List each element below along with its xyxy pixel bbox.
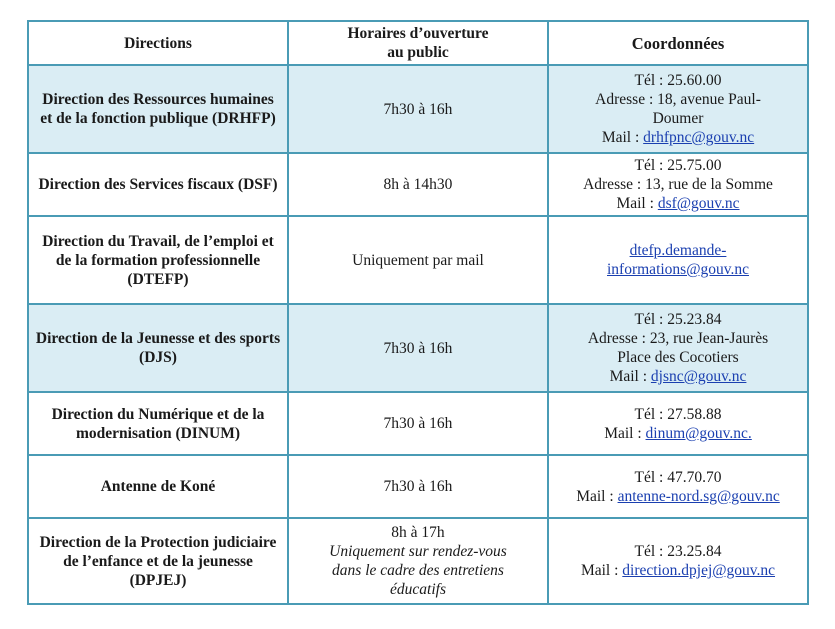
- hours-text: 8h à 17h: [391, 524, 445, 541]
- address-text: Adresse : 23, rue Jean-Jaurès: [587, 330, 769, 347]
- hours-note: Uniquement sur rendez-vous: [329, 543, 507, 560]
- contact-cell: [548, 65, 808, 153]
- directions-table: [27, 20, 809, 605]
- hours-cell: 7h30 à 16h: [288, 65, 548, 153]
- phone-text: Tél : 47.70.70: [634, 468, 722, 486]
- hours-cell: 7h30 à 16h: [288, 455, 548, 518]
- hours-note-cont: dans le cadre des entretiens: [332, 562, 504, 579]
- header-coordonnees: Coordonnées: [548, 21, 808, 65]
- table-row: [28, 518, 808, 604]
- email-link[interactable]: direction.dpjej@gouv.nc: [622, 562, 776, 579]
- table-row: [28, 304, 808, 392]
- mail-label: Mail :: [616, 195, 658, 212]
- email-link[interactable]: antenne-nord.sg@gouv.nc: [617, 487, 780, 505]
- email-link[interactable]: djsnc@gouv.nc: [650, 368, 747, 385]
- address-text: Adresse : 13, rue de la Somme: [583, 176, 773, 193]
- mail-label: Mail :: [601, 129, 644, 146]
- contact-cell: [548, 455, 808, 518]
- hours-cell: 7h30 à 16h: [288, 392, 548, 455]
- table-row: [28, 455, 808, 518]
- header-directions: Directions: [28, 21, 288, 65]
- table-row: [28, 392, 808, 455]
- direction-name: Antenne de Koné: [28, 455, 288, 518]
- contact-cell: [548, 216, 808, 304]
- header-horaires-line2: au public: [387, 44, 449, 61]
- header-horaires-line1: Horaires d’ouverture: [347, 25, 489, 42]
- hours-cell: Uniquement par mail: [288, 216, 548, 304]
- phone-text: Tél : 25.75.00: [634, 157, 722, 174]
- table-row: [28, 216, 808, 304]
- direction-name: Direction des Services fiscaux (DSF): [28, 153, 288, 216]
- mail-label: Mail :: [576, 487, 618, 505]
- contact-cell: [548, 392, 808, 455]
- direction-name: Direction des Ressources humaines et de la fonction publique (DRHFP): [28, 65, 288, 153]
- header-row: [28, 21, 808, 65]
- direction-name: Direction de la Jeunesse et des sports (DJS): [28, 304, 288, 392]
- email-link[interactable]: dtefp.demande-: [629, 242, 727, 259]
- hours-cell: [288, 518, 548, 604]
- direction-name: Direction du Travail, de l’emploi et de la formation professionnelle (DTEFP): [28, 216, 288, 304]
- direction-name: Direction du Numérique et de la modernisation (DINUM): [28, 392, 288, 455]
- address-text-cont: Doumer: [652, 110, 704, 127]
- address-text-cont: Place des Cocotiers: [617, 349, 739, 366]
- email-link-cont[interactable]: informations@gouv.nc: [607, 261, 749, 278]
- address-text: Adresse : 18, avenue Paul-: [595, 91, 761, 108]
- contact-cell: [548, 304, 808, 392]
- email-link[interactable]: dinum@gouv.nc.: [645, 424, 752, 442]
- mail-label: Mail :: [604, 424, 646, 442]
- phone-text: Tél : 25.23.84: [634, 311, 722, 328]
- table-row: [28, 65, 808, 153]
- table-row: [28, 153, 808, 216]
- contact-cell: [548, 518, 808, 604]
- contact-cell: [548, 153, 808, 216]
- phone-text: Tél : 25.60.00: [634, 72, 722, 89]
- phone-text: Tél : 23.25.84: [634, 543, 722, 560]
- hours-cell: 7h30 à 16h: [288, 304, 548, 392]
- hours-note-end: éducatifs: [390, 581, 446, 598]
- hours-cell: 8h à 14h30: [288, 153, 548, 216]
- mail-label: Mail :: [580, 562, 623, 579]
- phone-text: Tél : 27.58.88: [634, 405, 722, 423]
- mail-label: Mail :: [609, 368, 651, 385]
- email-link[interactable]: drhfpnc@gouv.nc: [643, 129, 755, 146]
- email-link[interactable]: dsf@gouv.nc: [657, 195, 740, 212]
- direction-name: Direction de la Protection judiciaire de l’enfance et de la jeunesse (DPJEJ): [28, 518, 288, 604]
- header-horaires: [288, 21, 548, 65]
